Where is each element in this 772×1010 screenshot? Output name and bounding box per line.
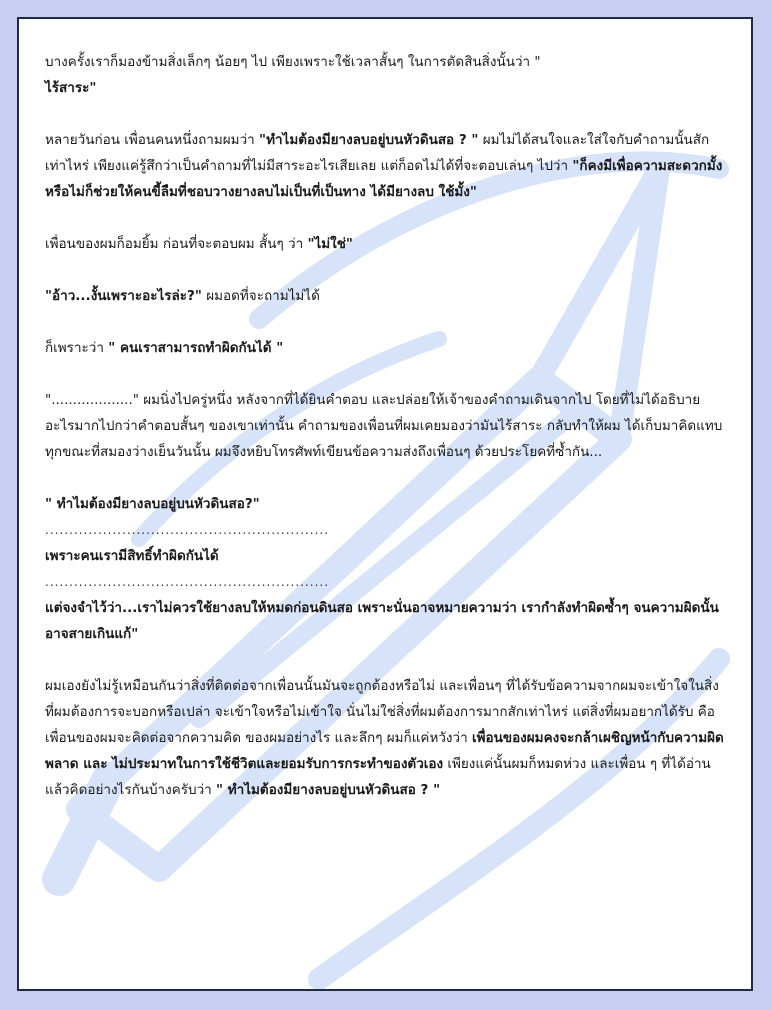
bold-text: " ทำไมต้องมียางลบอยู่บนหัวดินสอ?" [45, 496, 260, 512]
bold-text: "ไม่ใช่" [307, 236, 353, 252]
bold-text: เพราะคนเรามีสิทธิ์ทำผิดกันได้ [45, 548, 219, 564]
paragraph-6 [45, 387, 725, 465]
text: เพียงแค่นั้นผมก็หมดห่วง และเพื่อน ๆ ที่ได้อ่านแล้วคิดอย่างไรกันบ้างครับว่า [45, 756, 711, 798]
paragraph-8 [45, 543, 725, 569]
bold-text: เพื่อนของผมคงจะกล้าเผชิญหน้ากับความผิดพลาด และ ไม่ประมาทในการใช้ชีวิตและยอมรับการกระทำของตัวเอง [45, 730, 724, 772]
bold-text: " ทำไมต้องมียางลบอยู่บนหัวดินสอ ? " [216, 782, 441, 798]
bold-text: " คนเราสามารถทำผิดกันได้ " [108, 340, 284, 356]
text: ก็เพราะว่า [45, 340, 109, 356]
paragraph-2 [45, 127, 725, 205]
text: เพื่อนของผมก็อมยิ้ม ก่อนที่จะตอบผม สั้นๆ ว่า [45, 236, 308, 252]
bold-text: "ทำไมต้องมียางลบอยู่บนหัวดินสอ ? " [259, 132, 479, 148]
bold-text: "ก็คงมีเพื่อความสะดวกมั้ง หรือไม่ก็ช่วยให้คนขี้ลืมที่ชอบวางยางลบไม่เป็นที่เป็นทาง ได้มียางลบ ใช้มั้ง" [45, 158, 723, 200]
text: ผมอดที่จะถามไม่ได้ [201, 288, 320, 304]
text: ผมเองยังไม่รู้เหมือนกันว่าสิ่งที่ติดต่อจากเพื่อนนั้นมันจะถูกต้องหรือไม่ และเพื่อนๆ ที่ได้รับข้อความจากผมจะเข้าใจในสิ่งที่ผมต้องการจะบอกหรือเปล่า จะเข้าใจหรือไม่เข้าใจ นั่นไม่ใช่สิ่งที่ผมต้องการมากสักเท่าไหร่ แต่สิ่งที่ผมอยากได้รับ คือ เพื่อนของผมจะคิดต่อจากความคิด ของผมอย่างไร และลึกๆ ผมก็แค่หวังว่า [45, 678, 719, 746]
bold-text: ไร้สาระ" [45, 80, 97, 96]
paragraph-9 [45, 595, 725, 647]
article-body [19, 19, 751, 803]
document-page [17, 17, 753, 991]
paragraph-4 [45, 283, 725, 309]
dotted-rule: ........................................................... [45, 523, 330, 537]
text: ผมไม่ได้สนใจและใส่ใจกับคำถามนั้นสักเท่าไหร่ เพียงแค่รู้สึกว่าเป็นคำถามที่ไม่มีสาระอะไรเสียเลย แต่ก็อดไม่ได้ที่จะตอบเล่นๆ ไปว่า [45, 132, 710, 174]
dotted-rule: ........................................................... [45, 575, 330, 589]
paragraph-10 [45, 673, 725, 803]
paragraph-1 [45, 49, 725, 101]
paragraph-5 [45, 335, 725, 361]
bold-text: แต่จงจำไว้ว่า...เราไม่ควรใช้ยางลบให้หมดก่อนดินสอ เพราะนั่นอาจหมายความว่า เรากำลังทำผิดซ้ำๆ จนความผิดนั้นอาจสายเกินแก้" [45, 600, 719, 642]
bold-text: "อ้าว...งั้นเพราะอะไรล่ะ?" [45, 288, 202, 304]
text: หลายวันก่อน เพื่อนคนหนึ่งถามผมว่า [45, 132, 260, 148]
paragraph-7 [45, 491, 725, 517]
text: "..................." ผมนิ่งไปครู่หนึ่ง หลังจากที่ได้ยินคำตอบ และปล่อยให้เจ้าของคำถามเดินจากไป โดยที่ไม่ได้อธิบายอะไรมากไปกว่าคำตอบสั้นๆ ของเขาเท่านั้น คำถามของเพื่อนที่ผมเคยมองว่ามันไร้สาระ กลับทำให้ผม ได้เก็บมาคิดแทบทุกขณะที่สมองว่างเย็นวันนั้น ผมจึงหยิบโทรศัพท์เขียนข้อความส่งถึงเพื่อนๆ ด้วยประโยคที่ซ้ำกัน... [45, 392, 723, 460]
paragraph-3 [45, 231, 725, 257]
text: บางครั้งเราก็มองข้ามสิ่งเล็กๆ น้อยๆ ไป เพียงเพราะใช้เวลาสั้นๆ ในการตัดสินสิ่งนั้นว่า " [45, 54, 541, 70]
